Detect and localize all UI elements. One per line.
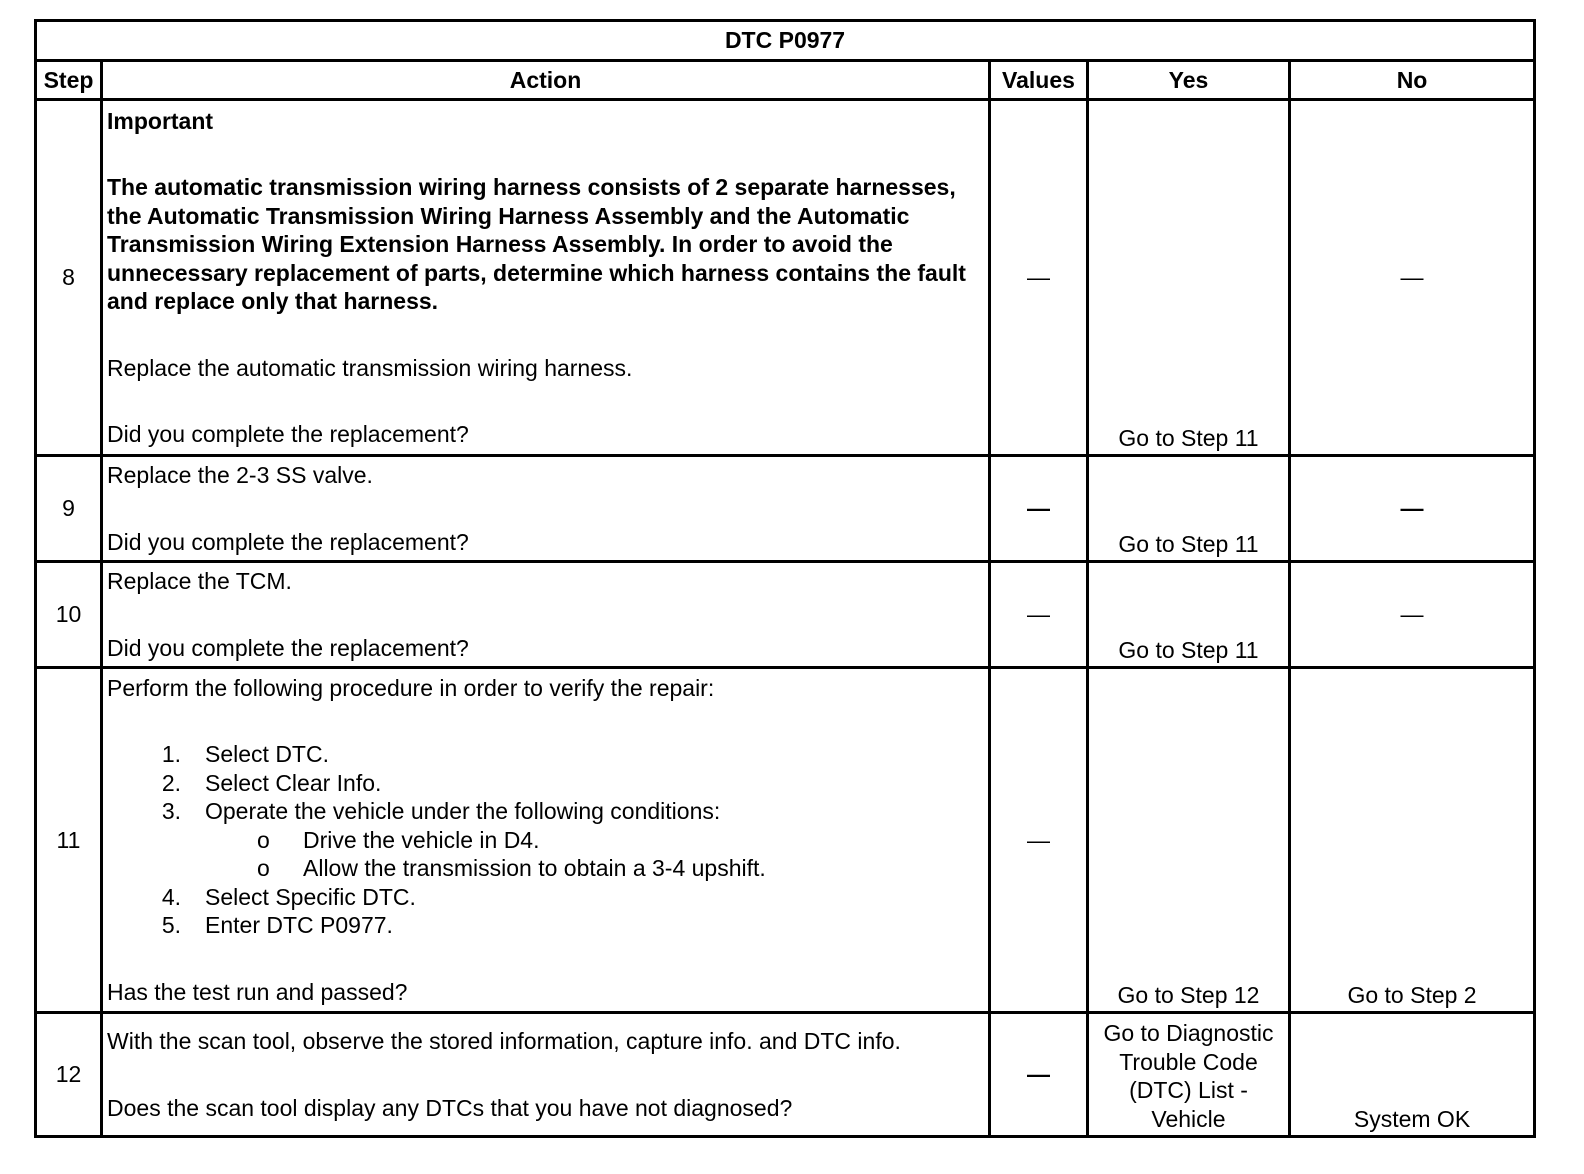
sub-list-item: o Allow the transmission to obtain a 3-4 upshift. bbox=[257, 855, 766, 882]
yes-link[interactable]: Go to Step 12 bbox=[1088, 668, 1290, 1013]
table-row bbox=[36, 1013, 1535, 1137]
table-row bbox=[36, 100, 1535, 456]
yes-link[interactable]: Go to Step 11 bbox=[1088, 562, 1290, 668]
step-number: 10 bbox=[36, 562, 102, 668]
header-step: Step bbox=[36, 61, 102, 100]
header-action: Action bbox=[102, 61, 990, 100]
table-row bbox=[36, 668, 1535, 1013]
no-status: System OK bbox=[1290, 1013, 1535, 1137]
bullet-icon: o bbox=[257, 855, 270, 882]
question-text: Did you complete the replacement? bbox=[107, 528, 469, 555]
list-item: 5. Enter DTC P0977. bbox=[161, 912, 393, 939]
procedure-list bbox=[107, 740, 984, 940]
instruction-text: Replace the automatic transmission wiring harness. bbox=[107, 354, 633, 381]
step-number: 8 bbox=[36, 100, 102, 456]
values-cell: — bbox=[990, 100, 1088, 456]
important-text: The automatic transmission wiring harness consists of 2 separate harnesses, the Automatic Transmission Wiring Harness Assembly and the Automatic Transmission Wiring Extension Harness Assembly. In order to avoid the unnecessary replacement of parts, determine which harness contains the fault and replace only that harness. bbox=[107, 174, 966, 314]
step-number: 12 bbox=[36, 1013, 102, 1137]
header-values: Values bbox=[990, 61, 1088, 100]
yes-link[interactable]: Go to Step 11 bbox=[1088, 456, 1290, 562]
question-text: Did you complete the replacement? bbox=[107, 634, 469, 661]
question-text: Did you complete the replacement? bbox=[107, 421, 469, 447]
values-cell: — bbox=[990, 456, 1088, 562]
action-cell bbox=[102, 1013, 990, 1137]
sub-list-item: o Drive the vehicle in D4. bbox=[257, 826, 540, 853]
instruction-text: Replace the 2-3 SS valve. bbox=[107, 462, 373, 488]
header-no: No bbox=[1290, 61, 1535, 100]
instruction-text: Replace the TCM. bbox=[107, 568, 292, 594]
instruction-text: With the scan tool, observe the stored information, capture info. and DTC info. bbox=[107, 1028, 901, 1054]
no-cell: — bbox=[1290, 562, 1535, 668]
list-item: 4. Select Specific DTC. bbox=[161, 883, 416, 910]
step-number: 9 bbox=[36, 456, 102, 562]
header-row bbox=[36, 61, 1535, 100]
values-cell: — bbox=[990, 668, 1088, 1013]
list-item: 3. Operate the vehicle under the following conditions: o Drive the vehicle in D4. o Allow the transmission to obtain a 3-4 upshift. bbox=[107, 797, 984, 883]
no-cell: — bbox=[1290, 456, 1535, 562]
list-item: 1. Select DTC. bbox=[161, 741, 329, 768]
question-text: Does the scan tool display any DTCs that you have not diagnosed? bbox=[107, 1094, 793, 1121]
table-row bbox=[36, 562, 1535, 668]
list-item: 2. Select Clear Info. bbox=[161, 769, 382, 796]
values-cell: — bbox=[990, 1013, 1088, 1137]
action-cell bbox=[102, 562, 990, 668]
bullet-icon: o bbox=[257, 826, 270, 853]
values-cell: — bbox=[990, 562, 1088, 668]
instruction-text: Perform the following procedure in order to verify the repair: bbox=[107, 674, 715, 701]
action-cell bbox=[102, 100, 990, 456]
yes-link[interactable]: Go to Step 11 bbox=[1088, 100, 1290, 456]
action-cell bbox=[102, 668, 990, 1013]
conditions-list bbox=[205, 826, 984, 883]
header-yes: Yes bbox=[1088, 61, 1290, 100]
step-number: 11 bbox=[36, 668, 102, 1013]
table-row bbox=[36, 456, 1535, 562]
no-cell: — bbox=[1290, 100, 1535, 456]
action-cell bbox=[102, 456, 990, 562]
dtc-table bbox=[34, 19, 1536, 1138]
important-label: Important bbox=[107, 107, 214, 134]
question-text: Has the test run and passed? bbox=[107, 978, 408, 1005]
yes-link[interactable]: Go to Diagnostic Trouble Code (DTC) List - Vehicle bbox=[1088, 1013, 1290, 1137]
no-link[interactable]: Go to Step 2 bbox=[1290, 668, 1535, 1013]
table-title: DTC P0977 bbox=[36, 21, 1535, 61]
